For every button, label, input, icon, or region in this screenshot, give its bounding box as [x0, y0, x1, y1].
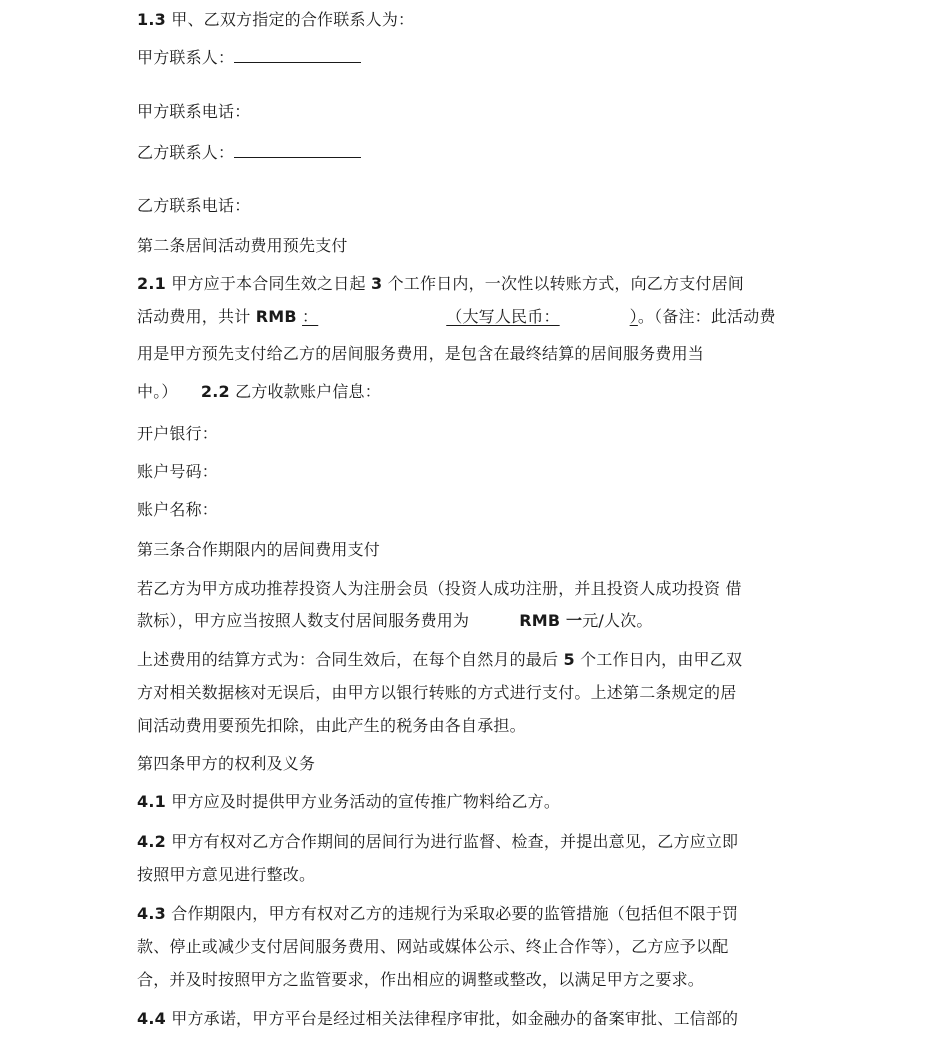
clause-text: 元/人次。	[582, 611, 653, 630]
clause-2-1-line-3: 用是甲方预先支付给乙方的居间服务费用，是包含在最终结算的居间服务费用当	[137, 344, 705, 363]
clause-text: 合作期限内，甲方有权对乙方的违规行为采取必要的监管措施（包括但不限于罚	[171, 904, 739, 923]
clause-2-1-line-4	[137, 382, 381, 402]
clause-number: 1.3	[137, 10, 166, 29]
clause-number: 2.2	[200, 382, 230, 401]
clause-text: 中。）	[137, 382, 178, 401]
party-a-phone-line	[137, 102, 250, 122]
clause-text: 。（备注：此活动费	[637, 307, 776, 326]
clause-4-2-line1	[137, 832, 738, 852]
clause-1-3	[137, 10, 414, 30]
clause-4-4-line1	[137, 1009, 738, 1029]
clause-4-3-line3: 合，并及时按照甲方之监管要求，作出相应的调整或整改，以满足甲方之要求。	[137, 970, 705, 989]
article-3-para2-line3: 间活动费用要预先扣除，由此产生的税务由各自承担。	[137, 716, 526, 735]
party-a-contact-line	[137, 48, 361, 68]
party-b-contact-label: 乙方联系人：	[137, 143, 235, 162]
clause-4-1	[137, 792, 560, 812]
clause-4-3-line1	[137, 904, 738, 924]
clause-2-1-line-2	[137, 307, 776, 327]
party-a-phone-label: 甲方联系电话：	[137, 102, 251, 121]
clause-text: 上述费用的结算方式为：合同生效后，在每个自然月的最后	[137, 650, 559, 669]
caps-label: （大写人民币：	[446, 307, 560, 326]
clause-text: 甲方有权对乙方合作期间的居间行为进行监督、检查，并提出意见，乙方应立即	[171, 832, 739, 851]
party-a-contact-blank[interactable]	[234, 48, 361, 63]
colon: ：	[302, 307, 319, 326]
party-b-phone-line	[137, 196, 250, 216]
clause-text: 款标），甲方应当按照人数支付居间服务费用为	[137, 611, 470, 630]
clause-2-1-line-1	[137, 274, 744, 294]
clause-number: 4.1	[137, 792, 166, 811]
clause-text: 活动费用，共计	[137, 307, 251, 326]
clause-4-2-line2: 按照甲方意见进行整改。	[137, 865, 316, 884]
party-b-contact-blank[interactable]	[234, 143, 361, 158]
caps-close: ）	[629, 307, 638, 326]
clause-number: 2.1	[137, 274, 166, 293]
clause-text: 乙方收款账户信息：	[235, 382, 381, 401]
article-4-heading: 第四条甲方的权利及义务	[137, 754, 316, 773]
days-number: 3	[370, 274, 383, 293]
article-3-para1-line2	[137, 611, 653, 631]
clause-text: 甲方应于本合同生效之日起	[171, 274, 366, 293]
article-3-para2-line1	[137, 650, 742, 670]
clause-text: 个工作日内，一次性以转账方式，向乙方支付居间	[387, 274, 744, 293]
party-a-contact-label: 甲方联系人：	[137, 48, 235, 67]
party-b-phone-label: 乙方联系电话：	[137, 196, 251, 215]
article-2-heading: 第二条居间活动费用预先支付	[137, 236, 348, 255]
clause-text: 甲方应及时提供甲方业务活动的宣传推广物料给乙方。	[171, 792, 561, 811]
article-3-para1-line1: 若乙方为甲方成功推荐投资人为注册会员（投资人成功注册，并且投资人成功投资 借	[137, 579, 742, 598]
account-number-label: 账户号码：	[137, 462, 219, 481]
clause-text: 甲方承诺，甲方平台是经过相关法律程序审批，如金融办的备案审批、工信部的	[171, 1009, 739, 1028]
clause-text: 甲、乙双方指定的合作联系人为：	[171, 10, 415, 29]
clause-number: 4.3	[137, 904, 166, 923]
article-3-para2-line2: 方对相关数据核对无误后，由甲方以银行转账的方式进行支付。上述第二条规定的居	[137, 683, 737, 702]
clause-number: 4.4	[137, 1009, 166, 1028]
clause-number: 4.2	[137, 832, 166, 851]
amount-underline[interactable]	[302, 307, 638, 326]
clause-4-3-line2: 款、停止或减少支付居间服务费用、网站或媒体公示、终止合作等），乙方应予以配	[137, 937, 729, 956]
currency-code: RMB	[255, 307, 297, 326]
account-name-label: 账户名称：	[137, 500, 219, 519]
party-b-contact-line	[137, 143, 361, 163]
fee-per-person: RMB 一	[519, 611, 583, 630]
article-3-heading: 第三条合作期限内的居间费用支付	[137, 540, 381, 559]
bank-label: 开户银行：	[137, 424, 219, 443]
days-number: 5	[563, 650, 575, 669]
clause-text: 个工作日内，由甲乙双	[580, 650, 743, 669]
